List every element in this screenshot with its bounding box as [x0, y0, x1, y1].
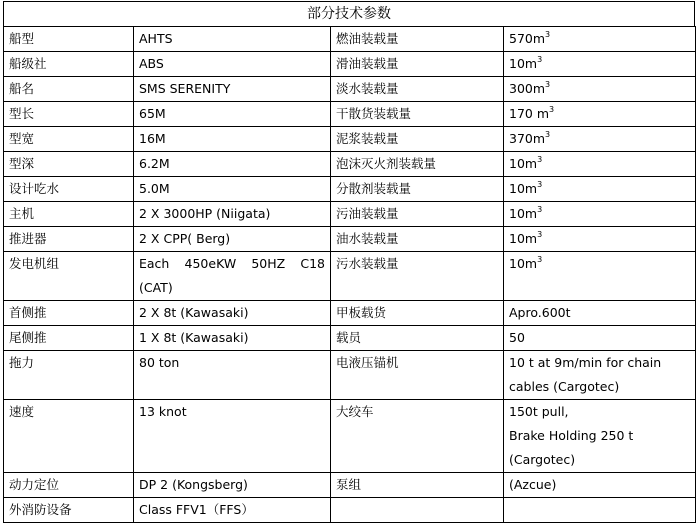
- table-row: [4, 202, 696, 227]
- param-label: 尾侧推: [4, 326, 134, 351]
- param-label: 电液压锚机: [331, 351, 504, 400]
- param-label: 分散剂装载量: [331, 177, 504, 202]
- param-value: [504, 252, 696, 301]
- param-value: [504, 27, 696, 52]
- param-value: ABS: [134, 52, 331, 77]
- param-value: [504, 127, 696, 152]
- value-text: 10m: [509, 256, 538, 271]
- table-row: [4, 301, 696, 326]
- param-value: Each 450eKW 50HZ C18 (CAT): [134, 252, 331, 301]
- superscript: 3: [545, 80, 551, 89]
- param-value: [504, 177, 696, 202]
- value-text: 570m: [509, 31, 546, 46]
- param-label: 污油装载量: [331, 202, 504, 227]
- value-line: Brake Holding 250 t: [509, 428, 634, 443]
- param-value: Class FFV1（FFS）: [134, 498, 331, 523]
- spec-table: [3, 26, 696, 523]
- param-value: [504, 77, 696, 102]
- table-row: [4, 152, 696, 177]
- table-row: [4, 177, 696, 202]
- param-value: 13 knot: [134, 400, 331, 473]
- table-row: [4, 498, 696, 523]
- param-label: 泵组: [331, 473, 504, 498]
- param-label: 设计吃水: [4, 177, 134, 202]
- superscript: 3: [537, 255, 543, 264]
- param-label: 拖力: [4, 351, 134, 400]
- table-row: [4, 400, 696, 473]
- value-line: (Cargotec): [509, 452, 576, 467]
- param-label: 型长: [4, 102, 134, 127]
- param-value: [504, 152, 696, 177]
- param-value: 6.2M: [134, 152, 331, 177]
- param-label: 型宽: [4, 127, 134, 152]
- table-row: [4, 473, 696, 498]
- param-label: 大绞车: [331, 400, 504, 473]
- table-row: [4, 227, 696, 252]
- param-label: 首侧推: [4, 301, 134, 326]
- param-value: 2 X CPP( Berg): [134, 227, 331, 252]
- param-label: 动力定位: [4, 473, 134, 498]
- param-label: 污水装载量: [331, 252, 504, 301]
- table-row: [4, 252, 696, 301]
- param-label: 淡水装载量: [331, 77, 504, 102]
- param-label: 速度: [4, 400, 134, 473]
- param-label: 甲板载货: [331, 301, 504, 326]
- table-title: 部分技术参数: [3, 1, 695, 26]
- value-line: 150t pull,: [509, 404, 569, 419]
- param-value: (Azcue): [504, 473, 696, 498]
- value-text: 10m: [509, 206, 538, 221]
- param-label: 载员: [331, 326, 504, 351]
- param-label: 推进器: [4, 227, 134, 252]
- table-row: [4, 102, 696, 127]
- param-value: 2 X 3000HP (Niigata): [134, 202, 331, 227]
- value-text: 170 m: [509, 106, 550, 121]
- param-label: 外消防设备: [4, 498, 134, 523]
- superscript: 3: [545, 30, 551, 39]
- param-label: 船型: [4, 27, 134, 52]
- superscript: 3: [537, 155, 543, 164]
- superscript: 3: [537, 205, 543, 214]
- param-value: [504, 202, 696, 227]
- superscript: 3: [537, 55, 543, 64]
- superscript: 3: [537, 230, 543, 239]
- value-text: 10m: [509, 56, 538, 71]
- param-value: 5.0M: [134, 177, 331, 202]
- value-text: 370m: [509, 131, 546, 146]
- table-row: [4, 326, 696, 351]
- param-label: 油水装载量: [331, 227, 504, 252]
- value-text: 300m: [509, 81, 546, 96]
- param-label: 发电机组: [4, 252, 134, 301]
- param-value: 80 ton: [134, 351, 331, 400]
- param-value: AHTS: [134, 27, 331, 52]
- table-row: [4, 351, 696, 400]
- param-label: 滑油装载量: [331, 52, 504, 77]
- param-value: 65M: [134, 102, 331, 127]
- param-value: 10 t at 9m/min for chain cables (Cargotec): [504, 351, 696, 400]
- param-label: 船名: [4, 77, 134, 102]
- param-label: 干散货装载量: [331, 102, 504, 127]
- table-row: [4, 52, 696, 77]
- param-label: 泥浆装载量: [331, 127, 504, 152]
- value-text: 10m: [509, 181, 538, 196]
- param-value: [504, 400, 696, 473]
- param-value: 50: [504, 326, 696, 351]
- param-value: Apro.600t: [504, 301, 696, 326]
- param-value: 16M: [134, 127, 331, 152]
- param-label: 主机: [4, 202, 134, 227]
- superscript: 3: [549, 105, 555, 114]
- param-label: 燃油装载量: [331, 27, 504, 52]
- value-text: 10m: [509, 156, 538, 171]
- param-label: [331, 498, 504, 523]
- param-label: 船级社: [4, 52, 134, 77]
- table-row: [4, 77, 696, 102]
- param-value: [504, 52, 696, 77]
- table-row: [4, 127, 696, 152]
- spec-sheet: [3, 1, 695, 523]
- table-row: [4, 27, 696, 52]
- param-label: 泡沫灭火剂装载量: [331, 152, 504, 177]
- superscript: 3: [537, 180, 543, 189]
- param-value: DP 2 (Kongsberg): [134, 473, 331, 498]
- superscript: 3: [545, 130, 551, 139]
- param-value: 2 X 8t (Kawasaki): [134, 301, 331, 326]
- param-value: SMS SERENITY: [134, 77, 331, 102]
- param-value: [504, 498, 696, 523]
- param-label: 型深: [4, 152, 134, 177]
- param-value: [504, 227, 696, 252]
- param-value: [504, 102, 696, 127]
- value-text: 10m: [509, 231, 538, 246]
- param-value: 1 X 8t (Kawasaki): [134, 326, 331, 351]
